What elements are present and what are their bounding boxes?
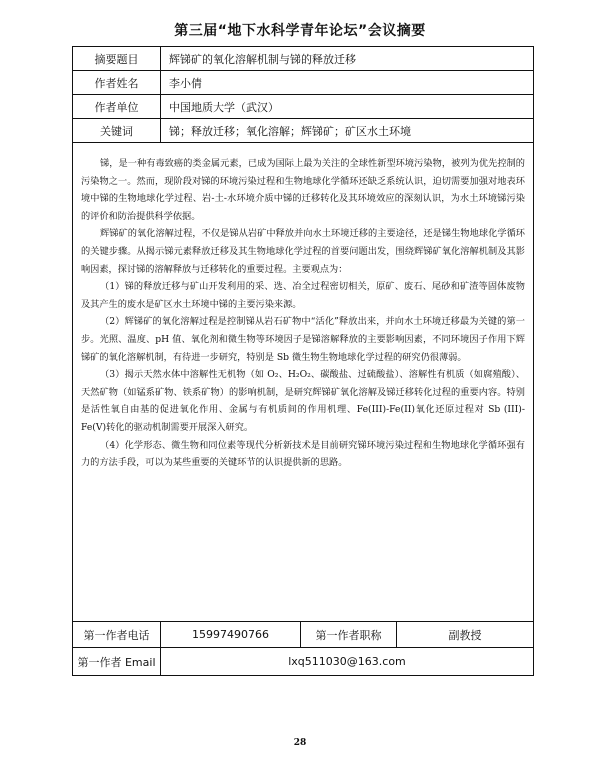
abstract-title-value: 辉锑矿的氧化溶解机制与锑的释放迁移 [169, 52, 356, 66]
phone-value: 15997490766 [161, 622, 301, 647]
keywords-value: 锑；释放迁移；氧化溶解；辉锑矿；矿区水土环境 [169, 124, 411, 138]
email-label: 第一作者 Email [73, 648, 161, 675]
page-number: 28 [293, 738, 307, 748]
author-name-label: 作者姓名 [73, 71, 161, 94]
rank-label: 第一作者职称 [301, 622, 397, 647]
phone-label: 第一作者电话 [73, 622, 161, 647]
row-phone-rank [73, 621, 533, 647]
author-unit-value: 中国地质大学（武汉） [169, 100, 279, 114]
abstract-body [73, 155, 533, 472]
abstract-paragraph: （3）揭示天然水体中溶解性无机物（如 O₂、H₂O₂、碳酸盐、过硫酸盐）、溶解性有机质（如腐殖酸）、天然矿物（如锰系矿物、铁系矿物）的影响机制，是研究辉锑矿氧化溶解及锑迁移转化过程的重要内容。特别是活性氧自由基的促进氧化作用、金属与有机质间的作用机理、Fe(III)-Fe(II)氧化还原过程对 Sb (III)-Fe(V)转化的驱动机制需要开展深入研究。 [81, 369, 525, 433]
keywords-label: 关键词 [73, 119, 161, 142]
rank-value: 副教授 [448, 628, 482, 642]
abstract-paragraph: 辉锑矿的氧化溶解过程，不仅是锑从岩矿中释放并向水土环境迁移的主要途径，还是锑生物地球化学循环的关键步骤。从揭示锑元素释放迁移及其生物地球化学过程的首要问题出发，围绕辉锑矿氧化溶解机制及其影响因素，探讨锑的溶解释放与迁移转化的重要过程。主要观点为： [81, 228, 525, 275]
abstract-paragraph: 锑，是一种有毒致癌的类金属元素，已成为国际上最为关注的全球性新型环境污染物，被列为优先控制的污染物之一。然而，现阶段对锑的环境污染过程和生物地球化学循环还缺乏系统认识，迫切需要加强对地表环境中锑的生物地球化学过程、岩-土-水环境介质中锑的迁移转化及其环境效应的深刻认识，为水土环境锑污染的评价和防治提供科学依据。 [81, 158, 525, 222]
abstract-paragraph: （4）化学形态、微生物和同位素等现代分析新技术是目前研究锑环境污染过程和生物地球化学循环强有力的方法手段，可以为某些重要的关键环节的认识提供新的思路。 [81, 439, 525, 469]
author-unit-label: 作者单位 [73, 95, 161, 118]
abstract-paragraph: （1）锑的释放迁移与矿山开发利用的采、选、冶全过程密切相关，原矿、废石、尾砂和矿渣等固体废物及其产生的废水是矿区水土环境中锑的主要污染来源。 [81, 281, 525, 310]
row-email [73, 647, 533, 675]
email-value: lxq511030@163.com [288, 655, 406, 668]
row-abstract-title [73, 47, 533, 71]
author-name-value: 李小倩 [169, 76, 202, 90]
row-author-name [73, 71, 533, 95]
abstract-title-label: 摘要题目 [73, 47, 161, 70]
abstract-form [72, 46, 534, 676]
abstract-paragraph: （2）辉锑矿的氧化溶解过程是控制锑从岩石矿物中“活化”释放出来，并向水土环境迁移最为关键的第一步。光照、温度、pH 值、氧化剂和微生物等环境因子是锑溶解释放的主要影响因素，不同环境因子作用下辉锑矿的氧化溶解机制，有待进一步研究，特别是 Sb 微生物生物地球化学过程的研究仍很薄弱。 [81, 316, 525, 363]
row-author-unit [73, 95, 533, 119]
page-title: 第三届“地下水科学青年论坛”会议摘要 [174, 23, 426, 39]
row-keywords [73, 119, 533, 143]
